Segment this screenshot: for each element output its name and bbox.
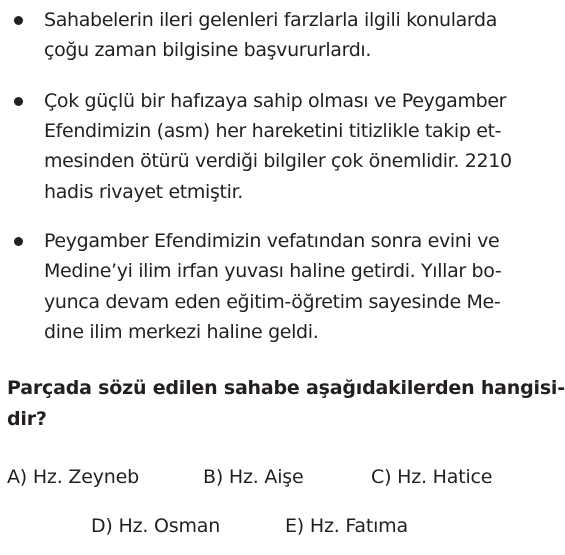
bullet-line: Sahabelerin ileri gelenleri farzlarla ilgili konularda bbox=[44, 9, 498, 31]
bullet-line: Peygamber Efendimizin vefatından sonra evini ve bbox=[44, 230, 500, 252]
question-line: Parçada sözü edilen sahabe aşağıdakilerden hangisi- bbox=[7, 377, 565, 399]
bullet-line: mesinden ötürü verdiği bilgiler çok önemlidir. 2210 bbox=[44, 150, 512, 172]
bullet-dot-icon bbox=[14, 97, 23, 106]
bullet-line: Medine’yi ilim irfan yuvası haline getirdi. Yıllar bo- bbox=[44, 260, 502, 282]
bullet-line: yunca devam eden eğitim-öğretim sayesinde Me- bbox=[44, 291, 501, 313]
bullet-dot-icon bbox=[14, 16, 23, 25]
option-c[interactable]: C) Hz. Hatice bbox=[371, 466, 493, 488]
bullet-dot-icon bbox=[14, 237, 23, 246]
question-line: dir? bbox=[7, 408, 47, 430]
option-a[interactable]: A) Hz. Zeyneb bbox=[7, 466, 139, 488]
bullet-line: hadis rivayet etmiştir. bbox=[44, 181, 243, 203]
bullet-line: çoğu zaman bilgisine başvururlardı. bbox=[44, 39, 372, 61]
option-b[interactable]: B) Hz. Aişe bbox=[203, 466, 304, 488]
bullet-line: dine ilim merkezi haline geldi. bbox=[44, 321, 319, 343]
bullet-line: Çok güçlü bir hafızaya sahip olması ve Peygamber bbox=[44, 90, 507, 112]
option-d[interactable]: D) Hz. Osman bbox=[91, 515, 221, 537]
option-e[interactable]: E) Hz. Fatıma bbox=[285, 515, 408, 537]
bullet-line: Efendimizin (asm) her hareketini titizlikle takip et- bbox=[44, 120, 502, 142]
